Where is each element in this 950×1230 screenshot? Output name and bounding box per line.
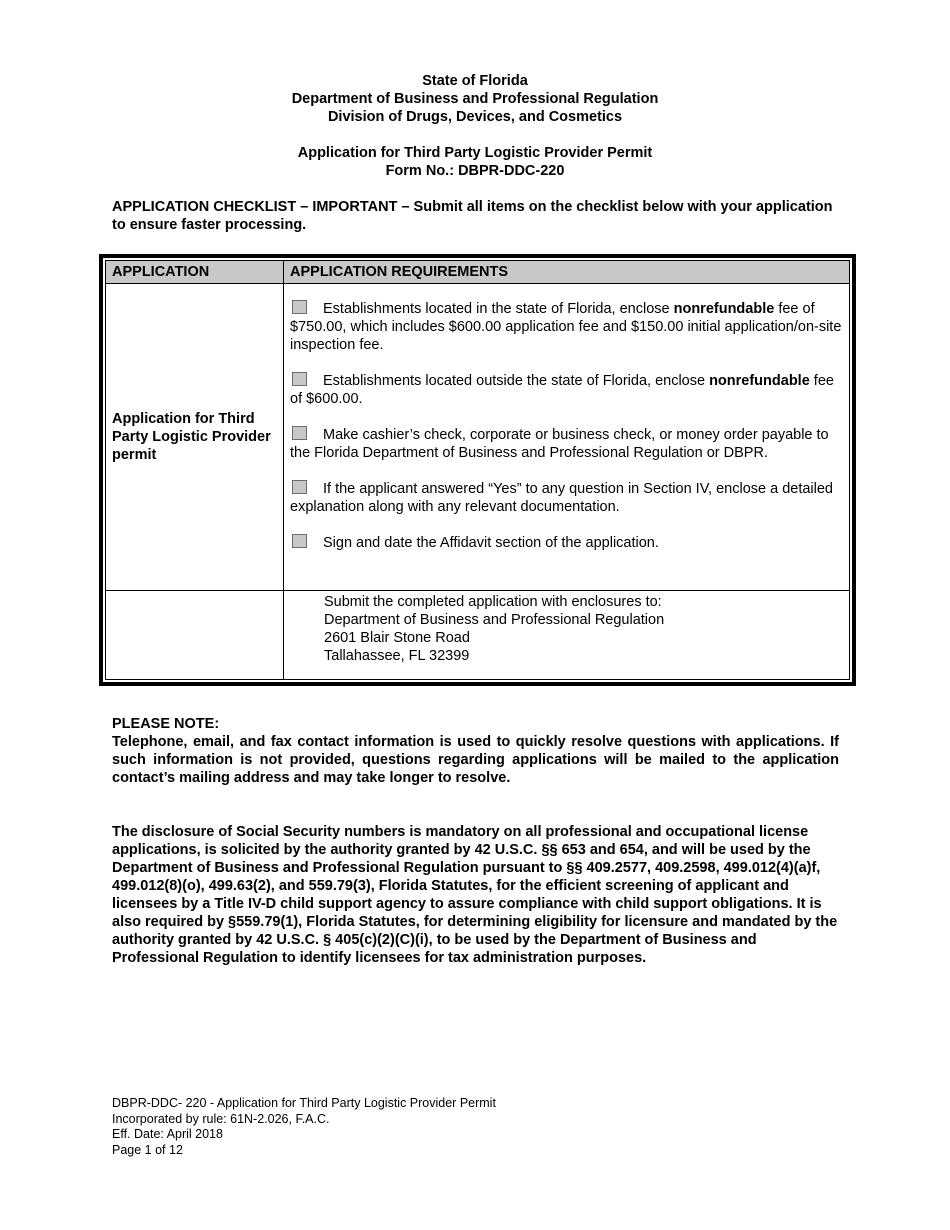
please-note-title: PLEASE NOTE:: [112, 716, 220, 732]
requirement-item: If the applicant answered “Yes” to any question in Section IV, enclose a detailed explanation along with any relevant documentation.: [290, 481, 833, 515]
submit-address-cell: [284, 591, 850, 680]
footer-line: Incorporated by rule: 61N-2.026, F.A.C.: [112, 1111, 330, 1126]
requirement-item: Make cashier’s check, corporate or business check, or money order payable to the Florida Department of Business and Professional Regulation or DBPR.: [290, 427, 829, 461]
address-line: Tallahassee, FL 32399: [324, 648, 470, 664]
form-number: Form No.: DBPR-DDC-220: [385, 163, 565, 179]
checklist-note: APPLICATION CHECKLIST – IMPORTANT – Submit all items on the checklist below with your application to ensure faster processing.: [112, 199, 833, 233]
form-title: Application for Third Party Logistic Provider Permit: [297, 145, 653, 161]
requirement-item: Establishments located outside the state of Florida, enclose nonrefundable fee of $600.00.: [290, 373, 834, 407]
please-note-text: Telephone, email, and fax contact information is used to quickly resolve questions with applications. If such information is not provided, questions regarding applications will be mailed to the application contact’s mailing address and may take longer to resolve.: [112, 734, 839, 786]
ssn-disclosure: The disclosure of Social Security numbers is mandatory on all professional and occupational license applications, is solicited by the authority granted by 42 U.S.C. §§ 653 and 654, and will be used by the Department of Business and Professional Regulation pursuant to §§ 409.2577, 409.2598, 499.012(4)(a)f, 499.012(8)(o), 499.63(2), and 559.79(3), Florida Statutes, for the efficient screening of applicant and licensees by a Title IV-D child support agency to assure compliance with child support obligations. It is also required by §559.79(1), Florida Statutes, for determining eligibility for licensure and mandated by the authority granted by 42 U.S.C. § 405(c)(2)(C)(i), to be used by the Department of Business and Professional Regulation to identify licensees for tax administration purposes.: [112, 824, 838, 966]
checkbox-payment[interactable]: [292, 426, 307, 440]
checklist-table: [105, 260, 850, 680]
division-name: Division of Drugs, Devices, and Cosmetics: [327, 109, 623, 125]
application-label: Application for Third Party Logistic Provider permit: [106, 284, 284, 591]
address-line: 2601 Blair Stone Road: [324, 630, 470, 646]
requirements-cell: [284, 284, 850, 591]
checkbox-section-iv-explanation[interactable]: [292, 480, 307, 494]
checklist-table-frame: [99, 254, 856, 686]
checkbox-outside-florida-fee[interactable]: [292, 372, 307, 386]
footer-line: DBPR-DDC- 220 - Application for Third Party Logistic Provider Permit: [112, 1096, 496, 1110]
state-name: State of Florida: [422, 73, 528, 89]
column-header-requirements: APPLICATION REQUIREMENTS: [284, 261, 850, 284]
department-name: Department of Business and Professional Regulation: [291, 91, 659, 107]
address-line: Department of Business and Professional Regulation: [324, 612, 665, 628]
submit-intro: Submit the completed application with enclosures to:: [324, 594, 662, 610]
document-header: [0, 72, 950, 180]
document-footer: [112, 1096, 496, 1158]
checkbox-florida-fee[interactable]: [292, 300, 307, 314]
requirement-item: Sign and date the Affidavit section of the application.: [290, 534, 843, 552]
column-header-application: APPLICATION: [106, 261, 284, 284]
page-number: Page 1 of 12: [112, 1142, 183, 1157]
requirement-item: Establishments located in the state of Florida, enclose nonrefundable fee of $750.00, which includes $600.00 application fee and $150.00 initial application/on-site inspection fee.: [290, 301, 842, 353]
footer-line: Eff. Date: April 2018: [112, 1127, 223, 1141]
empty-cell: [106, 591, 284, 680]
checkbox-affidavit[interactable]: [292, 534, 307, 548]
